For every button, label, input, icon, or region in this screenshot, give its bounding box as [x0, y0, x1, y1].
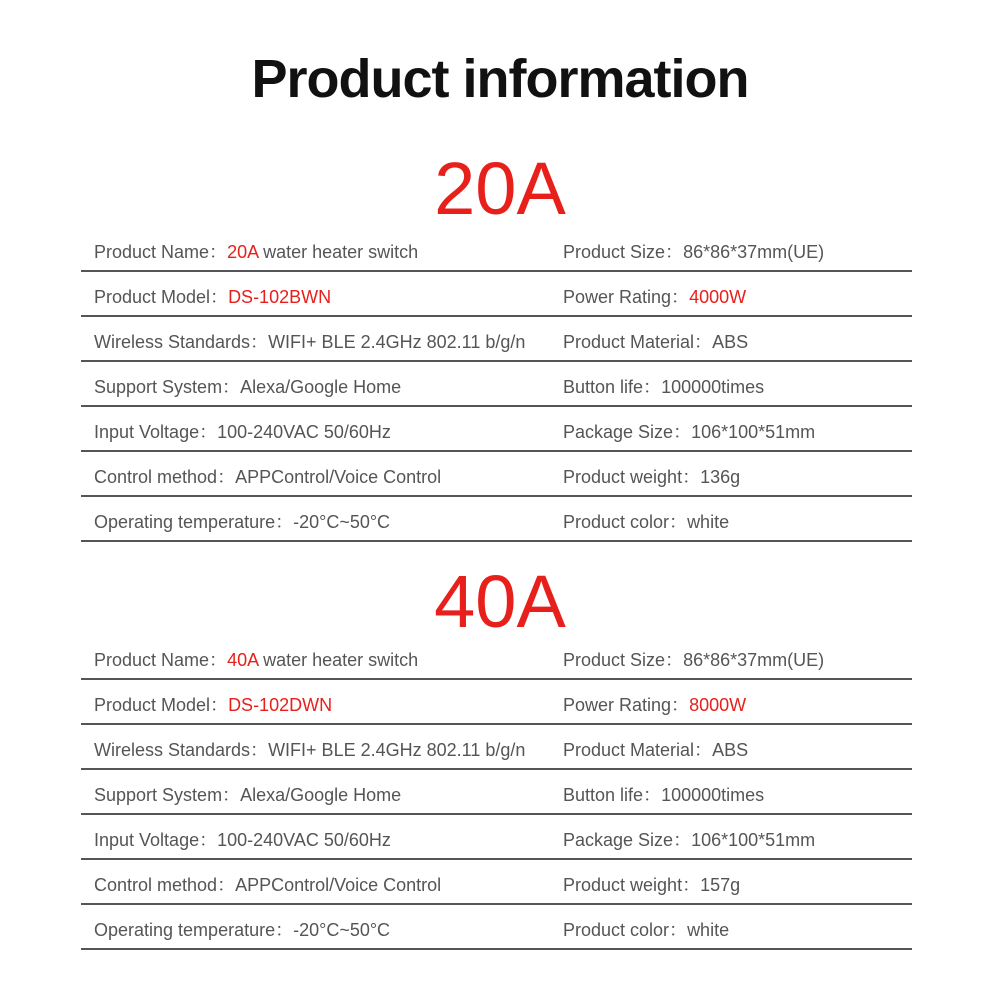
- spec-label: Product weight：: [563, 467, 701, 487]
- spec-cell: [563, 283, 746, 309]
- spec-value: 157g: [700, 875, 741, 895]
- spec-cell: [94, 508, 390, 534]
- spec-cell: [94, 691, 332, 717]
- spec-label: Control method：: [94, 467, 236, 487]
- table-row: [81, 635, 912, 680]
- table-row: [81, 815, 912, 860]
- spec-table-40a: [81, 635, 912, 950]
- spec-value: 100000times: [661, 377, 765, 397]
- spec-red: 4000W: [689, 287, 747, 307]
- spec-value: 100-240VAC 50/60Hz: [217, 830, 391, 850]
- spec-label: Wireless Standards：: [94, 332, 269, 352]
- spec-cell: [563, 916, 729, 942]
- spec-label: Product Size：: [563, 242, 684, 262]
- spec-red: 8000W: [689, 695, 747, 715]
- spec-value: 86*86*37mm(UE): [683, 650, 825, 670]
- spec-value: APPControl/Voice Control: [235, 875, 442, 895]
- spec-label: Product Name：: [94, 242, 228, 262]
- table-row: [81, 227, 912, 272]
- spec-label: Package Size：: [563, 830, 692, 850]
- spec-red: 40A: [227, 650, 259, 670]
- spec-label: Product Model：: [94, 695, 229, 715]
- spec-label: Control method：: [94, 875, 236, 895]
- spec-label: Wireless Standards：: [94, 740, 269, 760]
- spec-value: WIFI+ BLE 2.4GHz 802.11 b/g/n: [268, 740, 526, 760]
- spec-cell: [94, 283, 331, 309]
- spec-cell: [94, 916, 390, 942]
- spec-cell: [563, 691, 746, 717]
- spec-table-20a: [81, 227, 912, 542]
- spec-value: 100-240VAC 50/60Hz: [217, 422, 391, 442]
- spec-label: Input Voltage：: [94, 422, 218, 442]
- spec-label: Support System：: [94, 377, 241, 397]
- spec-value: WIFI+ BLE 2.4GHz 802.11 b/g/n: [268, 332, 526, 352]
- spec-value: 106*100*51mm: [691, 830, 816, 850]
- spec-cell: [563, 418, 815, 444]
- spec-label: Product Material：: [563, 740, 713, 760]
- spec-cell: [94, 781, 401, 807]
- spec-label: Power Rating：: [563, 695, 690, 715]
- spec-label: Button life：: [563, 377, 662, 397]
- spec-value: water heater switch: [258, 242, 419, 262]
- spec-red: DS-102DWN: [228, 695, 333, 715]
- table-row: [81, 452, 912, 497]
- spec-cell: [94, 463, 441, 489]
- spec-cell: [94, 328, 525, 354]
- spec-label: Operating temperature：: [94, 920, 294, 940]
- table-row: [81, 680, 912, 725]
- spec-value: 86*86*37mm(UE): [683, 242, 825, 262]
- spec-cell: [563, 508, 729, 534]
- spec-value: ABS: [712, 332, 749, 352]
- spec-value: 136g: [700, 467, 741, 487]
- spec-value: 106*100*51mm: [691, 422, 816, 442]
- spec-label: Product color：: [563, 512, 688, 532]
- spec-cell: [563, 373, 764, 399]
- spec-label: Product Model：: [94, 287, 229, 307]
- spec-cell: [563, 871, 740, 897]
- spec-value: ABS: [712, 740, 749, 760]
- spec-label: Operating temperature：: [94, 512, 294, 532]
- page-title: Product information: [251, 49, 749, 109]
- spec-value: white: [687, 920, 730, 940]
- section-title-40a: 40A: [434, 560, 566, 643]
- table-row: [81, 317, 912, 362]
- spec-cell: [563, 463, 740, 489]
- spec-cell: [563, 826, 815, 852]
- table-row: [81, 770, 912, 815]
- spec-cell: [94, 736, 525, 762]
- table-row: [81, 407, 912, 452]
- spec-value: APPControl/Voice Control: [235, 467, 442, 487]
- spec-label: Input Voltage：: [94, 830, 218, 850]
- spec-cell: [563, 646, 824, 672]
- section-title-20a: 20A: [434, 147, 566, 230]
- table-row: [81, 272, 912, 317]
- spec-label: Product Name：: [94, 650, 228, 670]
- spec-cell: [94, 373, 401, 399]
- table-row: [81, 905, 912, 950]
- spec-label: Package Size：: [563, 422, 692, 442]
- spec-label: Support System：: [94, 785, 241, 805]
- spec-value: Alexa/Google Home: [240, 377, 402, 397]
- spec-label: Product weight：: [563, 875, 701, 895]
- spec-cell: [94, 418, 391, 444]
- spec-label: Product Material：: [563, 332, 713, 352]
- spec-value: white: [687, 512, 730, 532]
- spec-cell: [94, 238, 418, 264]
- spec-cell: [94, 826, 391, 852]
- spec-label: Product color：: [563, 920, 688, 940]
- table-row: [81, 860, 912, 905]
- spec-value: -20°C~50°C: [293, 920, 391, 940]
- spec-value: Alexa/Google Home: [240, 785, 402, 805]
- spec-value: 100000times: [661, 785, 765, 805]
- spec-label: Power Rating：: [563, 287, 690, 307]
- spec-cell: [563, 238, 824, 264]
- spec-value: -20°C~50°C: [293, 512, 391, 532]
- table-row: [81, 362, 912, 407]
- spec-label: Product Size：: [563, 650, 684, 670]
- spec-cell: [94, 646, 418, 672]
- spec-cell: [563, 328, 748, 354]
- spec-value: water heater switch: [258, 650, 419, 670]
- spec-red: 20A: [227, 242, 259, 262]
- spec-red: DS-102BWN: [228, 287, 332, 307]
- spec-cell: [563, 736, 748, 762]
- table-row: [81, 725, 912, 770]
- spec-cell: [94, 871, 441, 897]
- spec-label: Button life：: [563, 785, 662, 805]
- table-row: [81, 497, 912, 542]
- spec-cell: [563, 781, 764, 807]
